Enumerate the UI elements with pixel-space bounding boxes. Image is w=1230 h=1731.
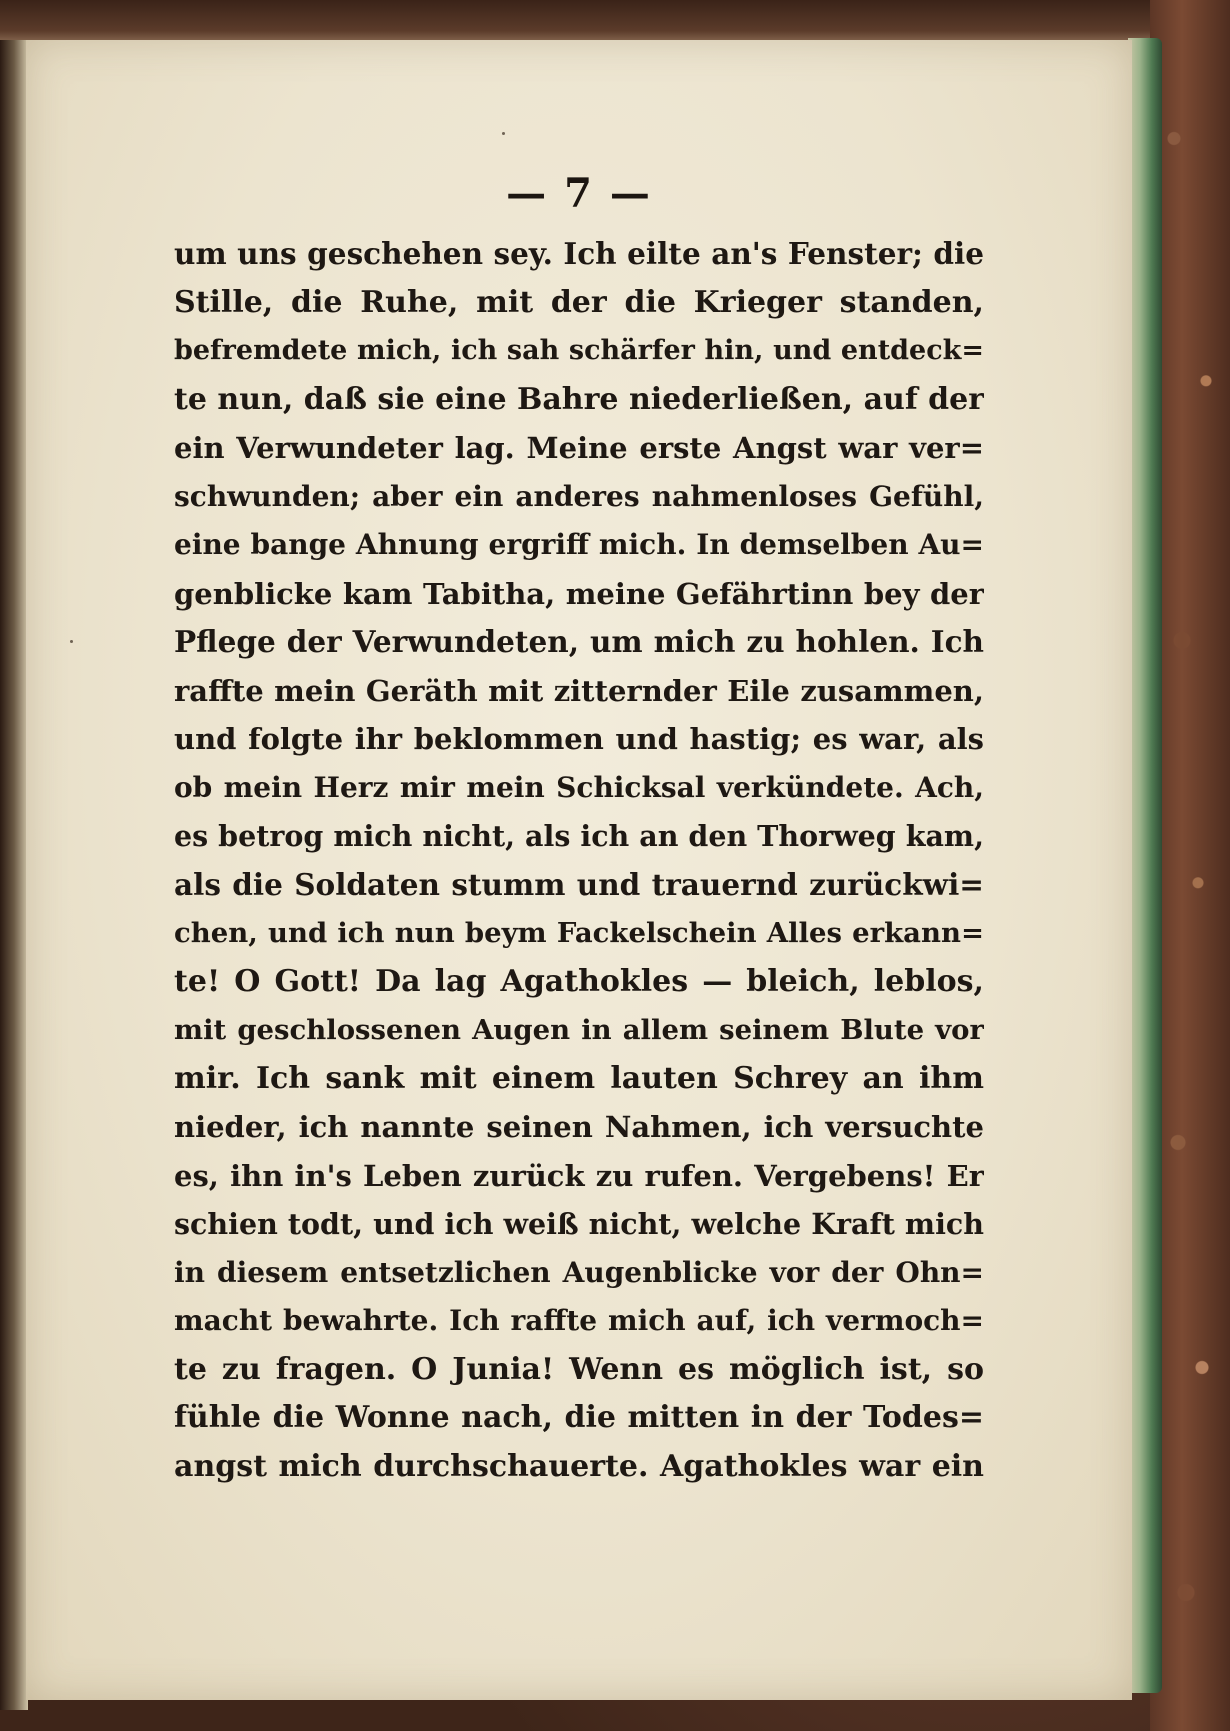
binding-gutter (0, 40, 28, 1710)
text-line: mir. Ich sank mit einem lauten Schrey an ihm (174, 1060, 984, 1096)
paper-speck (502, 132, 505, 135)
text-line: te! O Gott! Da lag Agathokles — bleich, leblos, (174, 963, 984, 999)
text-line: ob mein Herz mir mein Schicksal verkündete. Ach, (174, 770, 984, 804)
text-line: chen, und ich nun beym Fackelschein Alles erkann= (174, 917, 984, 949)
page-edges (1128, 38, 1162, 1693)
page-number: — 7 — (506, 170, 652, 217)
text-line: macht bewahrte. Ich raffte mich auf, ich vermoch= (174, 1304, 984, 1337)
text-line: Pflege der Verwundeten, um mich zu hohlen. Ich (174, 624, 984, 659)
text-line: schwunden; aber ein anderes nahmenloses Gefühl, (174, 479, 984, 513)
text-line: genblicke kam Tabitha, meine Gefährtinn bey der (174, 576, 984, 611)
text-line: raffte mein Geräth mit zitternder Eile zusammen, (174, 673, 984, 708)
text-line: nieder, ich nannte seinen Nahmen, ich versuchte (174, 1110, 984, 1144)
text-line: befremdete mich, ich sah schärfer hin, und entdeck= (174, 335, 984, 366)
text-line: und folgte ihr beklommen und hastig; es war, als (174, 722, 984, 756)
text-line: ein Verwundeter lag. Meine erste Angst war ver= (174, 431, 984, 465)
paper-speck (70, 640, 73, 643)
body-text (174, 230, 984, 1491)
text-line: te nun, daß sie eine Bahre niederließen, auf der (174, 381, 984, 417)
text-line: te zu fragen. O Junia! Wenn es möglich ist, so (174, 1351, 984, 1387)
text-line: schien todt, und ich weiß nicht, welche Kraft mich (174, 1207, 984, 1241)
text-line: Stille, die Ruhe, mit der die Krieger standen, (174, 284, 984, 320)
book-page (26, 40, 1132, 1700)
text-line: angst mich durchschauerte. Agathokles war ein (174, 1448, 984, 1484)
book-cover-marbled (1150, 0, 1230, 1731)
book-cover-top (0, 0, 1230, 44)
text-line: fühle die Wonne nach, die mitten in der Todes= (174, 1400, 984, 1435)
text-line: es betrog mich nicht, als ich an den Thorweg kam, (174, 819, 984, 853)
text-line: eine bange Ahnung ergriff mich. In demselben Au= (174, 528, 984, 561)
text-line: es, ihn in's Leben zurück zu rufen. Vergebens! Er (174, 1158, 984, 1193)
text-line: mit geschlossenen Augen in allem seinem Blute vor (174, 1014, 984, 1046)
text-line: in diesem entsetzlichen Augenblicke vor der Ohn= (174, 1255, 984, 1289)
text-line: um uns geschehen sey. Ich eilte an's Fenster; die (174, 236, 984, 271)
text-line: als die Soldaten stumm und trauernd zurückwi= (174, 866, 984, 902)
